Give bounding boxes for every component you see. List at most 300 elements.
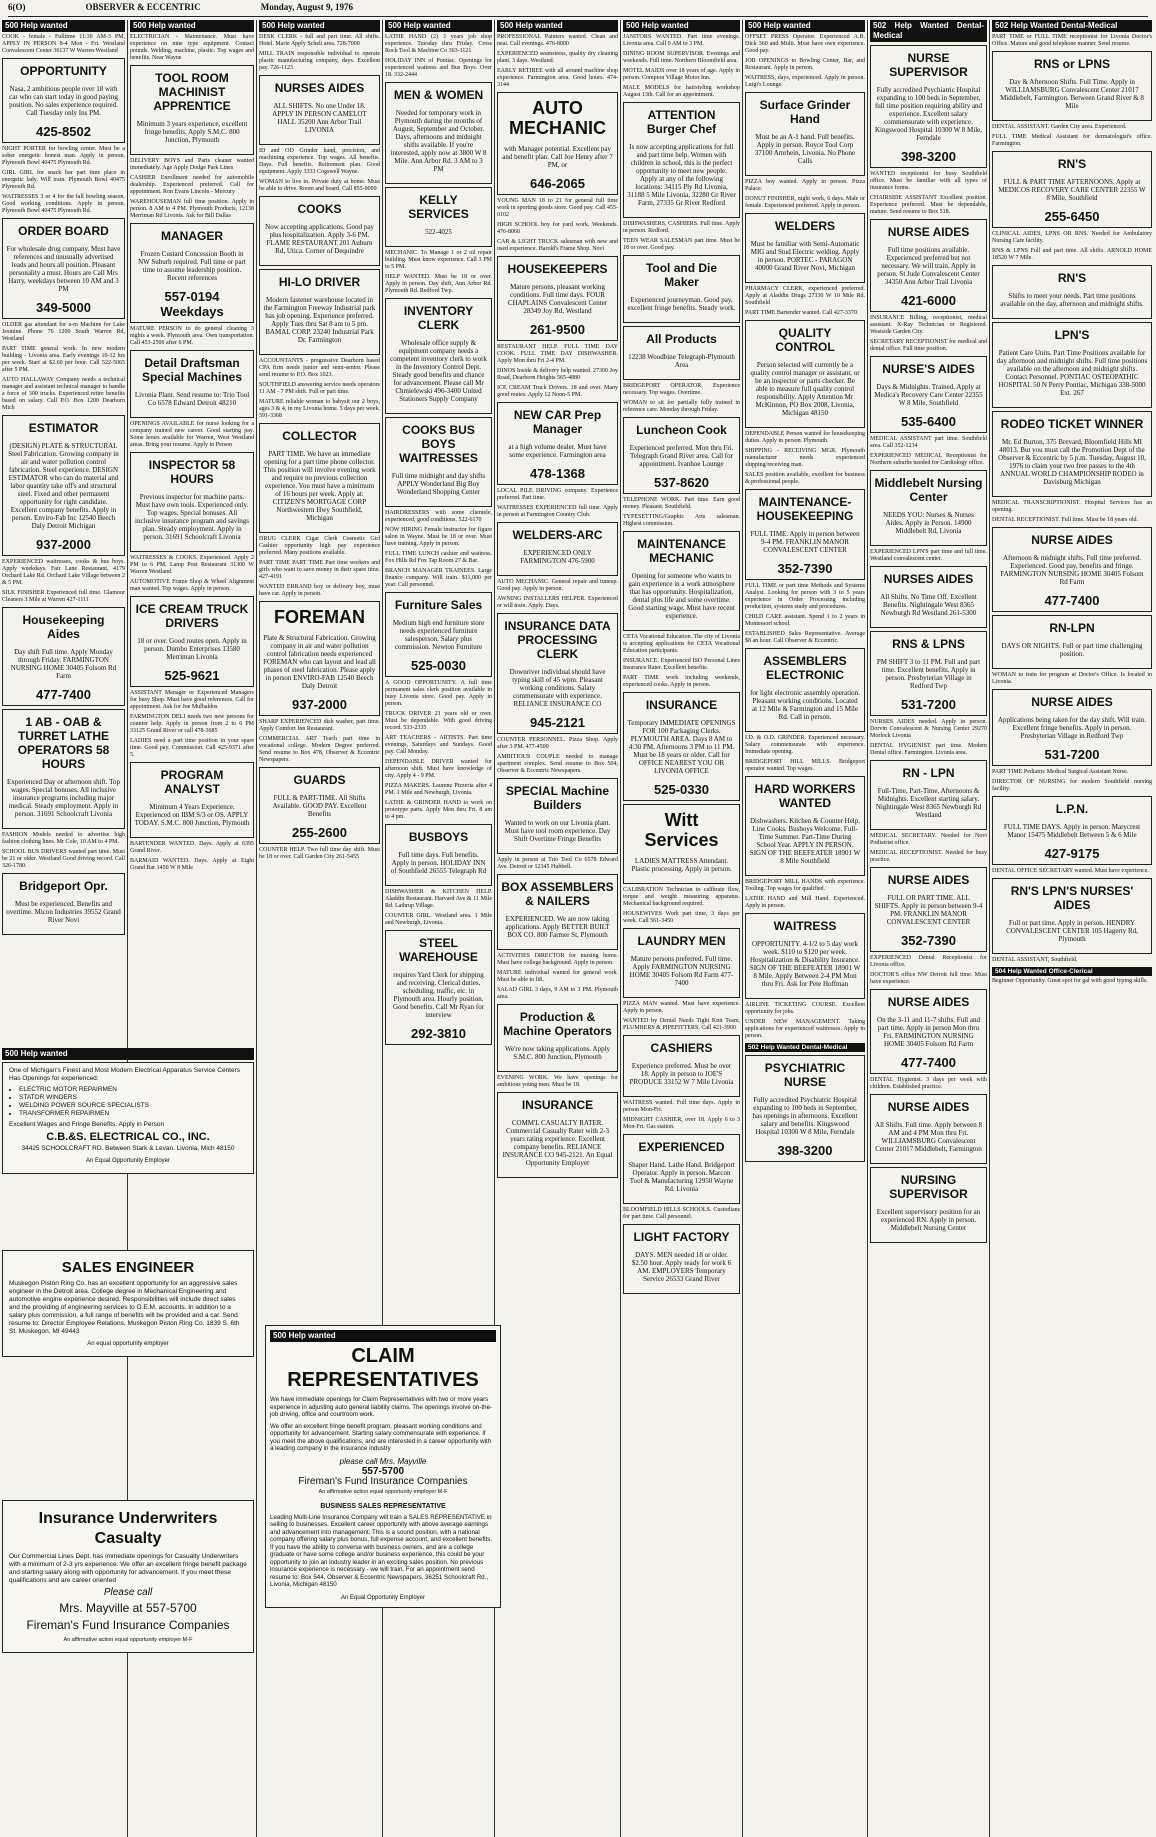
classified-ad [623, 1018, 740, 1032]
ad-text: WOMAN to live in. Private duty at home. Must be able to drive. Room and board. Call 855-0099 [259, 179, 380, 192]
ad-text: I.D. & O.D. GRINDER. Experienced necessary. Salary commensurate with experience. Immediate opening. [745, 735, 865, 755]
ad-headline: NURSE AIDES [1031, 695, 1113, 709]
classified-ad [992, 878, 1152, 954]
ad-text: PART TIME Pediatric Medical Surgical Assistant Nurse. [992, 769, 1129, 775]
ad-text: MECHANIC. To Manage 1 or 2 oil repair building. Must know experience. Call 3 PM to 5 PM. [385, 250, 492, 270]
classified-ad [870, 631, 987, 716]
classified-ad [745, 75, 865, 89]
ad-text: Opening for someone who wants to gain experience in a work atmosphere that has opportunity. Hospitalization, dental plus life and some overtime. Good starting wage. Must have recent experience. [628, 572, 735, 620]
ad-headline: GUARDS [293, 773, 346, 787]
section-header: 504 Help Wanted Office-Clerical [992, 967, 1152, 976]
ad-text: Patient Care Units. Part Time Positions available for day afternoon and midnight shifts. Full time positions available on the afternoon and midnight shifts. Contact Personnel. PONTIAC OSTEOPATHIC HOSPITAL 50 N Perry Pontiac, Michigan 338-5000 Ext. 267 [996, 349, 1148, 397]
ad-text: BRIDGEPORT OPERATOR. Experience necessary. Top wages. Overtime. [623, 383, 740, 396]
ad-headline: ATTENTION Burger Chef [646, 108, 717, 136]
classified-ad [497, 222, 618, 236]
ad-phone: 398-3200 [777, 1143, 833, 1158]
classified-ad [870, 743, 987, 757]
ad-text: Nasa, 2 ambitious people over 18 with car who can start today in good paying position. No sales experience required. Call Tuesday only Ins PM. [9, 85, 118, 117]
classified-ad [745, 179, 865, 193]
ad-text: NIGHT PORTER for bowling center. Must be a sober energetic honest man. Apply in person. Plymouth Bowl 40475 Plymouth Rd. [2, 146, 125, 166]
ad-text: Needed for temporary work in Plymouth during the months of August, September and October. Days, afternoons and midnight shifts available. If you're interested, apply now at 3800 W 8 Mile. Ann Arbor Rd. 3 AM to 3 PM [390, 109, 487, 173]
ad-text: Temporary IMMEDIATE OPENINGS FOR 100 Packaging Clerks. PLYMOUTH AREA. Days 8 AM to 4:30 PM, Afternoons 3 PM to 11 PM. Must be 18 years or older. Call for OFFICE NEAREST YOU OR LIVONIA OFFICE [627, 719, 736, 775]
ad-text: SHIPPING - RECEIVING MGR. Plymouth manufacturer needs experienced shipping/receiving man. [745, 448, 865, 468]
ad-text: WANTED by Dental Needs Tight Knit Team, PLUMBERS & PIPEFITTERS. Call 421-3900 [623, 1018, 740, 1031]
classified-ad [130, 65, 254, 155]
ad-text: EXPERIENCED MEDICAL Receptionist for Northern suburbs needed for Cardiology office. [870, 453, 987, 466]
ad-text: CLINICAL AIDES, LPNS OR RNS. Needed for Ambulatory Nursing Care facility. [992, 231, 1152, 244]
ad-text: CALIBRATION Technician to calibrate flow, torque and weight measuring apparatus. Mechanical background required. [623, 887, 740, 907]
ad-text: FULL TIME Medical Assistant for dermatologist's office. Farmington. [992, 134, 1152, 147]
classified-ad [745, 1055, 865, 1162]
classified-ad [623, 1001, 740, 1015]
ad-text: DENTAL HYGIENIST part time. Modern Dental office. Farmington. Livonia area. [870, 743, 987, 756]
classified-ad [2, 322, 125, 343]
ad-text: EXPERIENCED. We are now taking applications. Apply BETTER BUILT BOX CO. 800 Farmer St, Plymouth [505, 915, 610, 939]
ad-phone: 478-1368 [530, 466, 585, 481]
ad-text: CAR & LIGHT TRUCK salesman with new and used experience. Harold's Frame Shop. Novi [497, 239, 618, 252]
ad-headline: RODEO TICKET WINNER [1000, 417, 1144, 431]
ad-text: SILK FINISHER Experienced full time. Glamour Cleaners 3 Mile at Warren 427-1111 [2, 590, 125, 603]
classified-ad [497, 857, 618, 871]
ad-text: FULL TIME LUNCH cashier and waitress. Fox Hills Rd Fox Tap Room 27 & Bar. [385, 551, 492, 564]
classified-ad [385, 527, 492, 548]
ad-text: Wanted to work on our Livonia plant. Must have tool room experience. Day Shift Overtime Fringe Benefits [504, 819, 611, 843]
classified-ad [870, 315, 987, 336]
ad-text: Afternoon & midnight shifts. Full time preferred. Experienced. Good pay, benefits and fringe. FARMINGTON NURSING HOME 30405 Folsom Rd Farm [1000, 554, 1144, 586]
ad-phone: 537-8620 [654, 475, 709, 490]
classified-ad [870, 972, 987, 986]
ad-headline: INSPECTOR 58 HOURS [148, 458, 236, 486]
ad-text: FULL & PART-TIME. All Shifts Available. GOOD PAY. Excellent Benefits [272, 794, 367, 818]
classified-ad [497, 737, 618, 751]
ad-phone: 255-2600 [292, 825, 347, 840]
ad-phone: 255-6450 [1044, 209, 1100, 224]
ad-text: JOB OPENINGS to Bowling Center, Bar, and Restaurant. Apply in person. [745, 58, 865, 71]
section-header: 500 Help wanted [745, 20, 865, 32]
ad-text: We're now taking applications. Apply S.M.C. 800 Junction, Plymouth [504, 1045, 611, 1061]
ad-text: DENTAL ASSISTANT. Garden City area. Experienced. [992, 124, 1127, 130]
classified-ad [745, 896, 865, 910]
ad-text: DIRECTOR OF NURSING for modern Southfield nursing facility. [992, 779, 1152, 792]
section-header: 500 Help wanted [385, 20, 492, 32]
ad-headline: AUTO MECHANIC [509, 98, 606, 138]
classified-ad [385, 58, 492, 79]
classified-ad [992, 957, 1152, 964]
classified-ad [745, 631, 865, 645]
classified-ad [259, 179, 380, 193]
ad-text: TELEPHONE WORK. Part time. Earn good money. Pleasant. Southfield. [623, 497, 740, 510]
classified-ad [130, 841, 254, 855]
ad-phone: 261-9500 [530, 322, 585, 337]
ad-text: DENTAL Hygienist. 3 days per week with children. Established practice. [870, 1077, 987, 1090]
ad-text: FULL OR PART TIME. ALL SHIFTS. Apply in person between 9-4 PM. FRANKLIN MANOR CONVALESCENT CENTER [874, 894, 983, 926]
ad-phone: 425-8502 [36, 124, 91, 139]
ad-text: for light electronic assembly operation. Pleasant working conditions. Located at 12 Mile & Farmington and 15 Mile Rd. Call in person. [750, 689, 860, 721]
classified-ad [870, 1094, 987, 1164]
ad-text: Must be an A-1 hand. Full benefits. Apply in person. Royce Tool Corp 37100 Amrhein, Livonia. No Phone Calls [754, 133, 856, 165]
ad-text: DEPENDABLE Person wanted for housekeeping duties. Apply in person. Plymouth. [745, 431, 865, 444]
classified-ad [992, 517, 1152, 524]
ad-text: A GOOD OPPORTUNITY. A full time permanent sales clerk position available in busy Livonia store. Good pay. Apply in person. [385, 680, 492, 707]
classified-ad [2, 34, 125, 55]
classified-column [259, 20, 380, 1320]
classified-ad [623, 804, 740, 884]
classified-ad [259, 584, 380, 598]
classified-ad [497, 256, 618, 341]
ad-text: COMMERCIAL ART Teach part time in vocational college. Modern Degree preferred. Send resume to Box 478, Observer & Eccentric Newspapers. [259, 736, 380, 763]
classified-ad [385, 889, 492, 910]
ad-text: MEDICAL RECEPTIONIST. Needed for busy practice. [870, 850, 987, 863]
classified-ad [992, 231, 1152, 245]
ad-text: INSURANCE. Experienced ISO Personal Lines Insurance Rater. Excellent benefits. [623, 658, 740, 671]
ad-headline: LPN'S [1054, 328, 1090, 342]
classified-ad [497, 1075, 618, 1089]
ad-text: Experienced preferred. Mon thru Fri. Telegraph Grand River area. Call for appointment. Ivanhoe Lounge [629, 444, 734, 468]
classified-ad [130, 858, 254, 872]
classified-ad [623, 497, 740, 511]
ad-phone: 525-9621 [164, 668, 220, 683]
classified-ad [497, 579, 618, 593]
ad-headline: PSYCHIATRIC NURSE [764, 1061, 846, 1089]
ad-text: Full time positions available. Experienced preferred but not necessary. We will train. Apply in person. St Jude Convalescent Center 34350 Ann Arbor Trail Livonia [877, 246, 980, 286]
classified-ad [992, 265, 1152, 319]
classified-ad [259, 847, 380, 861]
ad-headline: NURSE'S AIDES [882, 362, 975, 376]
classified-ad [870, 566, 987, 628]
sales-engineer-ad [2, 1250, 254, 1357]
ad-phone: 531-7200 [901, 697, 956, 712]
ad-text: AUTO MECHANIC. General repair and tuneup. Good pay. Apply in person. [497, 579, 618, 592]
classified-ad [623, 238, 740, 252]
ad-text: EXPERIENCED Dental Receptionist for Livonia office. [870, 955, 987, 968]
classified-column [497, 20, 618, 1835]
ad-phone: 349-5000 [36, 300, 91, 315]
classified-ad [2, 170, 125, 191]
ad-text: BARTENDER WANTED. Days. Apply at 6395 Grand River. [130, 841, 254, 854]
ad-text: LATHE HAND and Mill Hand. Experienced. Apply in person. [745, 896, 865, 909]
classified-ad [870, 760, 987, 830]
ad-text: DOCTOR'S office NW Detroit full time. Must have experience. [870, 972, 987, 985]
ad-phone: 352-7390 [901, 933, 956, 948]
classified-ad [870, 470, 987, 546]
classified-ad [745, 196, 865, 210]
classified-ad [497, 613, 618, 734]
ad-text: at a high volume dealer. Must have some experience. Farmington area [508, 443, 607, 459]
classified-ad [259, 601, 380, 716]
ad-text: WAITRESS wanted. Full time days. Apply in person Mon-Fri. [623, 1100, 740, 1113]
classified-ad [497, 34, 618, 48]
business-sales-body: Leading Multi-Line Insurance Company will train a SALES REPRESENTATIVE in selling to businesses. Excellent career opportunity with above average earnings and advancement into management. This is a sound position, with a national company offering salary plus bonus, full expense account, and excellent benefits. If you have the ability to converse with business owners, and are a college graduate or have some college and/or business experience, this could be your opportunity to join an industry leader in an exciting sales position. No previous insurance experience is necessary - we will train. For an appointment send resume to: Box 544, Observer & Eccentric Newspapers, 36251 Schoolcraft Rd., Livonia, Michigan 48150 [270, 1513, 493, 1588]
ad-headline: Production & Machine Operators [503, 1010, 612, 1038]
classified-ad [385, 913, 492, 927]
ad-phone: 427-9175 [1044, 846, 1100, 861]
ad-phone: 937-2000 [292, 697, 347, 712]
ad-headline: SPECIAL Machine Builders [505, 784, 610, 812]
ad-headline: NURSE SUPERVISOR [889, 51, 968, 79]
classified-ad [497, 51, 618, 65]
classified-ad [259, 560, 380, 581]
ad-text: MEDICAL SECRETARY. Needed for Novi Podiatrist office. [870, 833, 987, 846]
classified-ad [497, 522, 618, 576]
ad-headline: Housekeeping Aides [22, 613, 105, 641]
ad-text: Experience preferred. Must be over 18. Apply in person to JOE'S PRODUCE 33152 W 7 Mile Livonia [629, 1062, 734, 1086]
ad-headline: RNS & LPNS [892, 637, 965, 651]
classified-ad [2, 377, 125, 412]
ad-headline: RN'S [1057, 271, 1087, 285]
ad-text: MALE MODELS for hairstyling workshop August 13th. Call for an appointment. [623, 85, 740, 98]
ad-text: FARMINGTON DELI needs two new persons for counter help. Apply in person from 2 to 6 PM 33125 Grand River or call 478-3685 [130, 714, 254, 734]
ad-headline: NURSE AIDES [887, 995, 970, 1009]
classified-ad [130, 421, 254, 449]
classified-ad [745, 448, 865, 469]
classified-ad [745, 431, 865, 445]
classified-ad [623, 221, 740, 235]
ad-text: WAREHOUSEMAN full time position. Apply in person. 8 AM to 4 PM. Plymouth Products, 12138 Merriman Rd Livonia. Ask for Bill Dallas [130, 199, 254, 219]
classified-ad [745, 614, 865, 628]
ad-phone: 292-3810 [411, 1026, 466, 1041]
ad-phone: 525-0330 [654, 782, 709, 797]
classified-ad [497, 987, 618, 1001]
ad-text: CETA Vocational Education. The city of Livonia is accepting applications for CETA Vocational Education participants. [623, 634, 740, 654]
classified-ad [992, 527, 1152, 612]
ad-headline: NURSE AIDES [887, 873, 970, 887]
ad-phone: 535-6400 [901, 414, 956, 429]
electrical-intro: One of Michigan's Finest and Most Modern Electrical Apparatus Service Centers Has Openings for experienced: [9, 1067, 241, 1082]
classified-ad [992, 779, 1152, 793]
classified-ad [385, 551, 492, 565]
classified-ad [623, 51, 740, 65]
insurance-contact: Mrs. Mayville at 557-5700 [59, 1601, 197, 1615]
classified-ad [2, 607, 125, 706]
classified-ad [623, 1134, 740, 1204]
electrical-benefits: Excellent Wages and Fringe Benefits. Apply in Person [9, 1121, 165, 1128]
ad-text: MILL TRAIN responsible individual to operate plastic manufacturing company, days. Excellent pay. 726-1123 [259, 51, 380, 71]
section-header: 500 Help wanted [130, 20, 254, 32]
classified-ad [385, 34, 492, 55]
classified-ad [130, 738, 254, 759]
classified-ad [745, 58, 865, 72]
classified-ad [497, 198, 618, 219]
classified-ad [623, 531, 740, 631]
ad-headline: BOX ASSEMBLERS & NAILERS [501, 880, 614, 908]
classified-ad [497, 344, 618, 365]
classified-ad [385, 417, 492, 507]
classified-ad [992, 769, 1152, 776]
ad-text: AUTOMOTIVE Frame Shop & Wheel Alignment man wanted. Top wages. Apply in person. [130, 579, 254, 592]
ad-text: DESK CLERK - full and part time. All shifts. Hotel. Marie Apply Scheli area. 728-7000 [259, 34, 380, 47]
insurance-call: Please call [103, 1587, 153, 1598]
classified-ad [623, 34, 740, 48]
classified-ad [497, 754, 618, 775]
ad-text: Full time midnight and day shifts APPLY Wonderland Big Boy Wonderland Shopping Center [391, 472, 486, 496]
classified-ad [497, 1092, 618, 1178]
ad-text: BRANCH MANAGER TRAINEES. Large finance company. Will train. $11,000 per year. Call personnel. [385, 568, 492, 588]
classified-ad [623, 1035, 740, 1097]
ad-text: PART TIME work including weekends, experienced cooks. Apply in person. [623, 675, 740, 688]
classified-ad [385, 82, 492, 184]
ad-text: PIZZA MAKERS. Laurenz Pizzeria after 4 PM. 1 Mile and Newburgh, Livonia. [385, 783, 492, 796]
list-item: • STATOR WINDERS [19, 1094, 247, 1102]
classified-ad [623, 675, 740, 689]
ad-text: TEEN WEAR SALESMAN part time. Must be 18 or over. Good pay. [623, 238, 740, 251]
ad-headline: COLLECTOR [282, 429, 357, 443]
classified-ad [870, 850, 987, 864]
ad-text: MOTEL MAIDS over 18 years of age. Apply in person. Compton Village Motor Inn. [623, 68, 740, 81]
ad-headline: TOOL ROOM MACHINIST APPRENTICE [153, 71, 231, 113]
ad-text: EARLY RETIREE with all around machine shop experience. Farmington area. Good hours. 474-3144 [497, 68, 618, 88]
claim-body-2: We offer an excellent fringe benefit program, pleasant working conditions and opportunity for advancement. Starting salary commensurate with experience. If you meet the above qualifications, and are interested in a career opportunity with a leading company in the insurance industry [270, 1422, 492, 1452]
ad-text: PART TIME or FULL TIME receptionist for Livonia Doctor's Office. Mature and good telephone manner. Send resume. [992, 34, 1152, 47]
section-header: 500 Help wanted [497, 20, 618, 32]
classified-ad [130, 175, 254, 196]
classified-ad [497, 68, 618, 89]
classified-ad [745, 1019, 865, 1040]
business-sales-title: BUSINESS SALES REPRESENTATIVE [320, 1502, 446, 1510]
ad-text: PART TIME Bartender wanted. Call 427-3370 [745, 310, 857, 316]
claim-body-1: We have immediate openings for Claim Representatives with two or more years experience in adjusting auto general liability claims. The openings involve on-the-job driving, office and courtroom work. [270, 1396, 493, 1418]
ad-text: DONUT FINISHER, night work, 6 days. Male or female. Experienced preferred. Apply in person. [745, 196, 865, 209]
classified-ad [130, 452, 254, 552]
ad-text: Day shift Full time. Apply Monday through Friday. FARMINGTON NURSING HOME 30405 Folsom Rd Farm [10, 648, 117, 680]
ad-headline: LAUNDRY MEN [637, 934, 726, 948]
ad-text: ART TEACHERS - ARTISTS. Part time evenings, Saturdays and Sundays. Good pay. Call Monday. [385, 735, 492, 755]
ad-headline: ORDER BOARD [18, 224, 109, 238]
ad-text: CHILD CARE assistant. Spend 1 to 2 years in Montessori school. [745, 614, 865, 627]
classified-ad [2, 559, 125, 587]
section-header: 500 Help wanted [2, 20, 125, 32]
ad-text: Days & Midnights. Trained. Apply at Medica's Recovery Care Center 22355 W 8 Mile, Southfield [874, 383, 983, 407]
classified-ad [745, 213, 865, 283]
ad-headline: NURSES AIDES [883, 572, 974, 586]
classified-ad [130, 158, 254, 172]
classified-ad [385, 187, 492, 247]
page-number: 6(O) [8, 2, 26, 12]
classified-ad [870, 955, 987, 969]
ad-headline: 1 AB - OAB & TURRET LATHE OPERATORS 58 HOURS [17, 715, 110, 771]
ad-headline: EXPERIENCED [638, 1140, 725, 1154]
list-item: • TRANSFORMER REPAIRMEN [19, 1110, 247, 1118]
classified-ad [623, 68, 740, 82]
classified-ad [745, 310, 865, 317]
ad-text: BRIDGEPORT HILL MILLS. Bridgeport operator wanted. Top wages. [745, 759, 865, 772]
ad-text: SALES position available, excellent for business & professional people. [745, 472, 865, 485]
ad-headline: Bridgeport Opr. [19, 879, 108, 893]
ad-phone: 557-0194 Weekdays [160, 289, 224, 319]
ad-text: PART TIME general work. In new modern building - Livonia area. Early evenings 10-12 hrs per week. Start at $2.60 per hour. Call 522-5065 after 5 PM. [2, 346, 125, 373]
classified-ad [497, 1004, 618, 1072]
ad-text: BARMAID WANTED. Days. Apply at Eight Grand Bar 1450 W 8 Mile [130, 858, 254, 871]
ad-phone: 398-3200 [901, 149, 956, 164]
ad-text: All Shifts. Full time. Apply between 8 AM and 4 PM Mon thru Fri. WILLIAMSBURG Convalescent Center 21017 Middlebelt, Farmington [875, 1121, 982, 1153]
ad-text: CHAIRSIDE ASSISTANT Excellent position. Experience preferred. Must be dependable, mature. Send resume to Box 518. [870, 195, 987, 215]
ad-text: Minimum 3 years experience, excellent fringe benefits. Apply S.M.C. 800 Junction, Plymouth [136, 120, 248, 144]
classified-ad [992, 51, 1152, 121]
classified-ad [870, 719, 987, 740]
section-header: 502 Help Wanted Dental-Medical [745, 1043, 865, 1052]
ad-text: ICE CREAM Truck Drivers. 18 and over. Many good routes. Apply 12 Noon-5 PM. [497, 385, 618, 398]
ad-text: OPENINGS AVAILABLE for nurse looking for a company trained new career. Good starting pay. Some hours available for Warren, West Westland areas. Bring your resume. Apply in Person [130, 421, 254, 448]
claim-phone: 557-5700 [361, 1465, 405, 1477]
classified-ad [2, 146, 125, 167]
claim-eoe: An affirmative action equal opportunity employer M-F [318, 1488, 448, 1495]
ad-headline: RN-LPN [1049, 621, 1095, 635]
insurance-underwriters-ad [2, 1500, 254, 1653]
ad-headline: HOUSEKEEPERS [507, 262, 608, 276]
ad-text: Shifts to meet your needs. Part time positions available on the day, afternoon and midnight shifts. [1000, 292, 1144, 308]
ad-text: 12238 Woodbine Telegraph-Plymouth Area [628, 353, 735, 369]
classified-ad [497, 239, 618, 253]
claim-company: Fireman's Fund Insurance Companies [298, 1475, 468, 1487]
classified-ad [259, 34, 380, 48]
ad-text: FULL & PART TIME AFTERNOONS. Apply at MEDICOS RECOVERY CARE CENTER 22355 W 8 Mile, Southfield [998, 178, 1146, 202]
insurance-body: Our Commercial Lines Dept. has immediate openings for Casualty Underwriters with a minimum of 2-3 yrs experience. We offer an excellent fringe benefit package and starting salary along with opportunity for advancement. If you meet these qualifications and are career oriented [9, 1553, 247, 1584]
classified-ad [623, 514, 740, 528]
ad-text: MATURE individual wanted for general work. Must be able to lift. [497, 970, 618, 983]
electrical-openings-list [19, 1086, 247, 1118]
classified-ad [385, 510, 492, 524]
classified-ad [870, 1077, 987, 1091]
ad-text: FASHION Models needed to advertise high fashion clothing lines. Mr Cole, 10 AM to 4 PM. [2, 832, 125, 845]
classified-ad [385, 759, 492, 780]
ad-text: Mr. Ed Burton, 375 Brevard, Bloomfield Hills MI 48013. But you must call the Promotion Dept of the Observer & Eccentric by 5 p.m. Tuesday, August 10, 1976 to claim your two free passes to the 4th ANNUAL WORLD CHAMPIONSHIP RODEO in Davisburg Michigan [998, 438, 1146, 486]
classified-ad [259, 75, 380, 145]
ad-text: DISHWASHERS, CASHIERS. Full time. Apply in person. Redford. [623, 221, 740, 234]
ad-headline: NEW CAR Prep Manager [513, 408, 602, 436]
ad-phone: 421-6000 [901, 293, 956, 308]
ad-headline: FOREMAN [274, 607, 365, 627]
ad-text: Fully accredited Psychiatric Hospital expanding to 100 beds in September, has openings in afternoons. Excellent salary and benefits. Kingswood Hospital 10300 W 8 Mile, Ferndale [752, 1096, 858, 1136]
classified-ad [623, 102, 740, 218]
electrical-address: 34425 SCHOOLCRAFT RD. Between Stark & Levan. Livonia, Mich 48150 [21, 1145, 235, 1152]
ad-text: HOLIDAY INN of Pontiac. Openings for experienced waitress and Bus Boys. Over 18. 332-2444 [385, 58, 492, 78]
ad-text: LATHE HAND (2) 3 years job shop experience. Tuesday thru Friday. Cross Rock Tool & Machine Co 363-1121 [385, 34, 492, 54]
ad-headline: INVENTORY CLERK [403, 304, 474, 332]
section-header: 500 Help wanted [2, 1048, 254, 1060]
classified-ad [385, 735, 492, 756]
ad-headline: HI-LO DRIVER [278, 275, 361, 289]
classified-ad [623, 928, 740, 998]
sales-engineer-title: SALES ENGINEER [61, 1259, 195, 1276]
classified-ad [259, 196, 380, 266]
ad-headline: INSURANCE [645, 698, 718, 712]
ad-headline: NURSE AIDES [1031, 533, 1113, 547]
section-header: 500 Help wanted [259, 20, 380, 32]
ad-text: RESTAURANT HELP. FULL TIME DAY COOK. FULL TIME DAY DISHWASHER. Apply Mon thru Fri 2-4 PM. [497, 344, 618, 364]
classified-ad [992, 689, 1152, 766]
ad-headline: MEN & WOMEN [393, 88, 484, 102]
ad-text: Beginner Opportunity. Great spot for gal with good typing skills. [992, 978, 1148, 984]
ad-text: ACTIVITIES DIRECTOR for nursing home. Must have college background. Apply in person. [497, 953, 618, 966]
classified-ad [130, 223, 254, 323]
ad-phone: 477-7400 [901, 1055, 956, 1070]
classified-ad [497, 92, 618, 195]
ad-headline: BUSBOYS [408, 830, 469, 844]
ad-text: Person selected will currently be a quality control manager or assistant, or be an inspector or parts checker. Be able to measure full quality control responsibility. Apply Attention Mr McKinnon, PO Box 2008, Livonia, Michigan 48150 [750, 361, 860, 417]
insurance-company: Fireman's Fund Insurance Companies [26, 1618, 230, 1632]
ad-text: DAYS OR NIGHTS. Full or part time challenging position. [1001, 642, 1143, 658]
classified-ad [385, 824, 492, 886]
classified-ad [623, 634, 740, 655]
ad-text: CASHIER Enrollment needed for automobile dealership. Experienced preferred. Call for appointment. Ron Evans Lincoln - Mercury [130, 175, 254, 195]
ad-text: Excellent supervisory position for an experienced RN. Apply in person. Middlebelt Nursing Center [876, 1208, 981, 1232]
ad-headline: NURSING SUPERVISOR [889, 1173, 968, 1201]
ad-text: WOMAN to sit for partially fully trained in reference care. Monday through Friday. [623, 400, 740, 413]
ad-text: NOW HIRING Female instructor for figure salon in Wayne. Must be 18 or over. Must have training. Apply in person. [385, 527, 492, 547]
ad-headline: CASHIERS [650, 1041, 713, 1055]
ad-text: Fully accredited Psychiatric Hospital expanding to 100 beds in September, full time position requiring ability and experience. Excellent salary commensurate with experience. Kingswood Hospital 10300 W 8 Mile, Ferndale [874, 86, 983, 142]
ad-text: EXPERIENCED seamstress, quality dry cleaning plant. 3 days. Westland. [497, 51, 618, 64]
classified-ad [745, 286, 865, 307]
